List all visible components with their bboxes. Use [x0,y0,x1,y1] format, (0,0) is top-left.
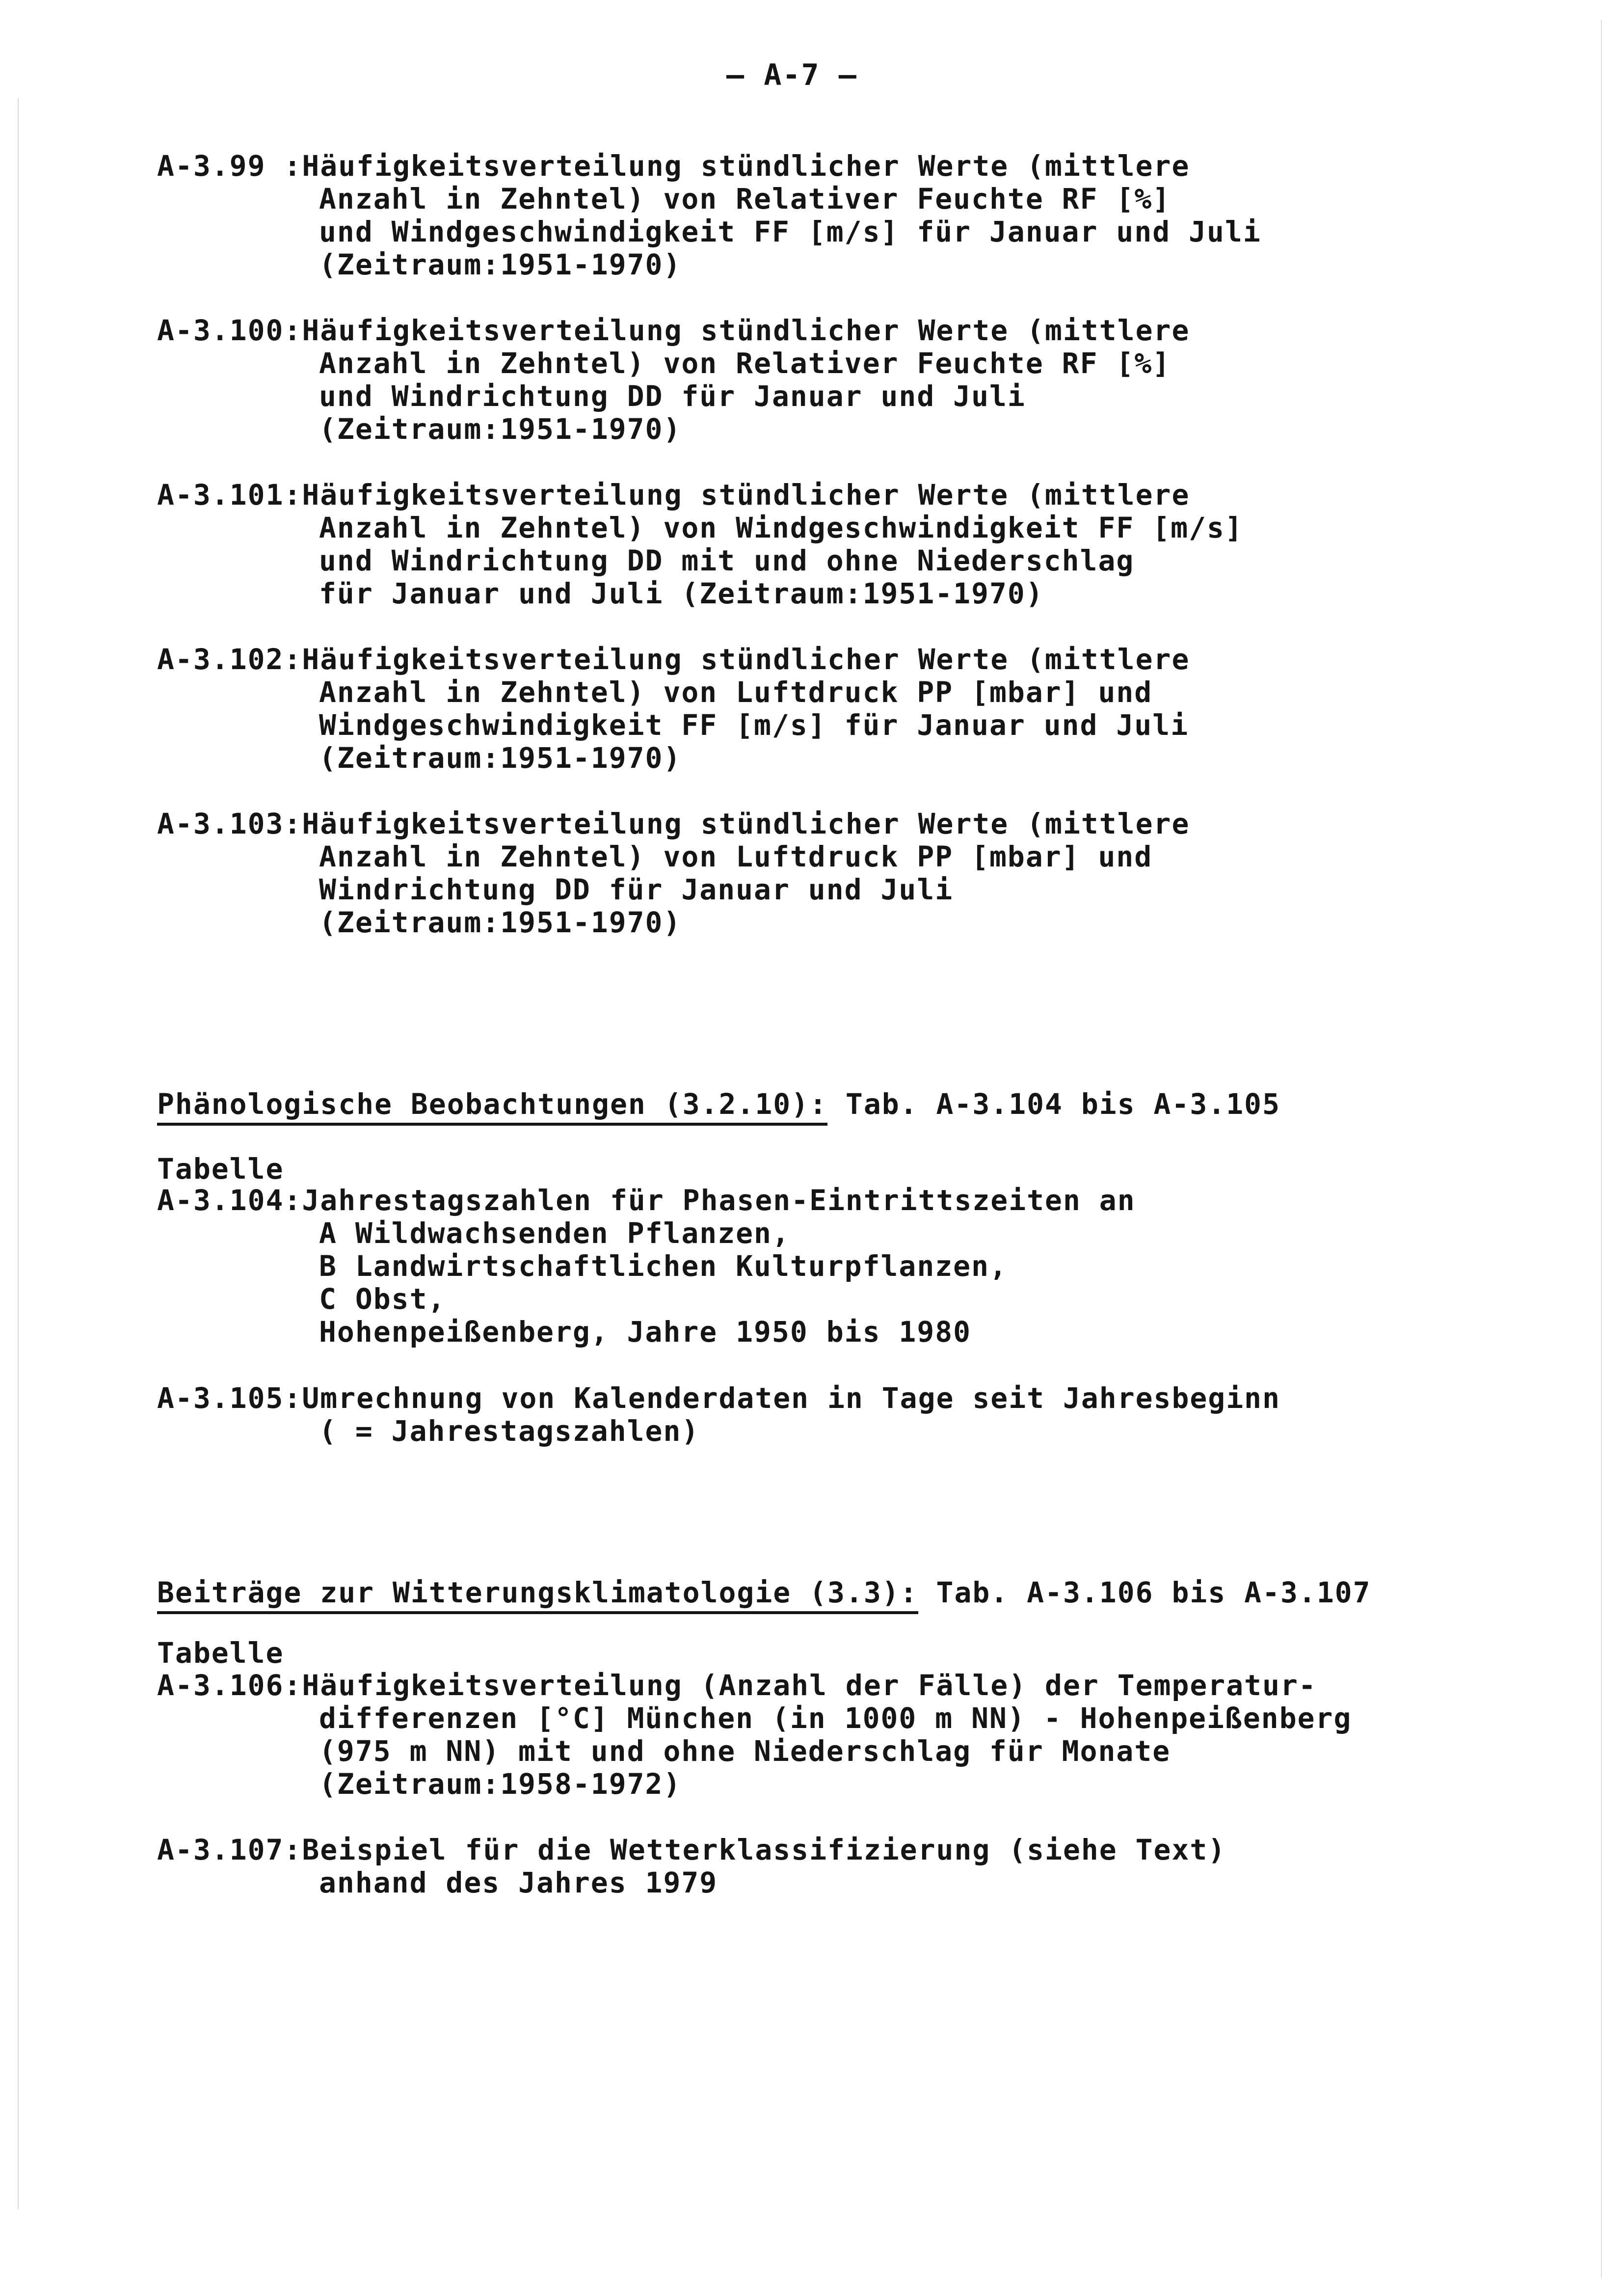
entry-code: A-3.106: [157,1669,302,1702]
entry-line: Häufigkeitsverteilung stündlicher Werte (mittlere [302,807,1190,840]
entry-a-3-99 [157,150,1482,281]
entry-line: (Zeitraum:1958-1972) [319,1767,682,1801]
entry-line: A Wildwachsenden Pflanzen, [319,1216,790,1250]
section-heading-range: Tab. A-3.106 bis A-3.107 [918,1576,1371,1609]
entry-line: und Windgeschwindigkeit FF [m/s] für Januar und Juli [319,215,1261,248]
entry-code: A-3.105: [157,1381,302,1415]
entry-line: anhand des Jahres 1979 [319,1866,718,1899]
entry-code: A-3.99 : [157,149,302,183]
entry-a-3-103 [157,808,1482,939]
section-heading-phaenologie [157,1087,1280,1121]
entry-a-3-100 [157,314,1482,446]
entry-line: C Obst, [319,1282,446,1316]
entry-line: Häufigkeitsverteilung stündlicher Werte (mittlere [302,478,1190,512]
entry-a-3-106 [157,1669,1482,1801]
entry-a-3-107 [157,1834,1482,1899]
entry-code: A-3.103: [157,807,302,840]
entry-line: Häufigkeitsverteilung stündlicher Werte (mittlere [302,314,1190,347]
entry-line: Windgeschwindigkeit FF [m/s] für Januar und Juli [319,708,1189,742]
entry-line: Beispiel für die Wetterklassifizierung (siehe Text) [302,1833,1226,1866]
entry-line: Hohenpeißenberg, Jahre 1950 bis 1980 [319,1315,972,1349]
entry-line: (975 m NN) mit und ohne Niederschlag für Monate [319,1734,1171,1768]
entry-line: ( = Jahrestagszahlen) [319,1414,700,1448]
entry-a-3-105 [157,1382,1482,1448]
entry-line: Häufigkeitsverteilung stündlicher Werte (mittlere [302,643,1190,676]
entry-line: für Januar und Juli (Zeitraum:1951-1970) [319,577,1044,610]
table-label: Tabelle [157,1152,284,1186]
entry-line: differenzen [°C] München (in 1000 m NN) - Hohenpeißenberg [319,1702,1352,1735]
entry-a-3-102 [157,643,1482,775]
entry-line: (Zeitraum:1951-1970) [319,906,682,939]
entry-line: Jahrestagszahlen für Phasen-Eintrittszeiten an [302,1184,1136,1217]
entry-line: Häufigkeitsverteilung stündlicher Werte (mittlere [302,149,1190,183]
entry-line: (Zeitraum:1951-1970) [319,741,682,775]
entry-code: A-3.104: [157,1184,302,1217]
entry-line: Anzahl in Zehntel) von Luftdruck PP [mbar] und [319,675,1153,709]
scan-edge-right [1601,20,1602,2278]
entry-line: und Windrichtung DD für Januar und Juli [319,379,1026,413]
entry-line: (Zeitraum:1951-1970) [319,248,682,281]
entry-line: (Zeitraum:1951-1970) [319,412,682,446]
entry-line: Häufigkeitsverteilung (Anzahl der Fälle) der Temperatur- [302,1669,1317,1702]
entry-line: Umrechnung von Kalenderdaten in Tage seit Jahresbeginn [302,1381,1280,1415]
entry-line: und Windrichtung DD mit und ohne Niederschlag [319,544,1135,577]
section-heading-range: Tab. A-3.104 bis A-3.105 [827,1087,1280,1121]
section-heading-title: Phänologische Beobachtungen (3.2.10): [157,1087,827,1126]
section-heading-witterung [157,1576,1371,1609]
entry-code: A-3.107: [157,1833,302,1866]
entry-line: Anzahl in Zehntel) von Luftdruck PP [mbar] und [319,840,1153,873]
table-label: Tabelle [157,1636,284,1670]
entry-line: Anzahl in Zehntel) von Relativer Feuchte RF [%] [319,347,1171,380]
entry-a-3-101 [157,479,1482,610]
page-number: — A-7 — [726,58,857,92]
entry-line: B Landwirtschaftlichen Kulturpflanzen, [319,1249,1008,1283]
entry-code: A-3.101: [157,478,302,512]
section-heading-title: Beiträge zur Witterungsklimatologie (3.3): [157,1576,918,1614]
entry-a-3-104 [157,1184,1482,1349]
entry-code: A-3.102: [157,643,302,676]
entry-line: Windrichtung DD für Januar und Juli [319,873,954,906]
scan-edge-left [18,98,19,2209]
entry-code: A-3.100: [157,314,302,347]
entry-line: Anzahl in Zehntel) von Relativer Feuchte RF [%] [319,182,1171,216]
entry-line: Anzahl in Zehntel) von Windgeschwindigkeit FF [m/s] [319,511,1243,544]
